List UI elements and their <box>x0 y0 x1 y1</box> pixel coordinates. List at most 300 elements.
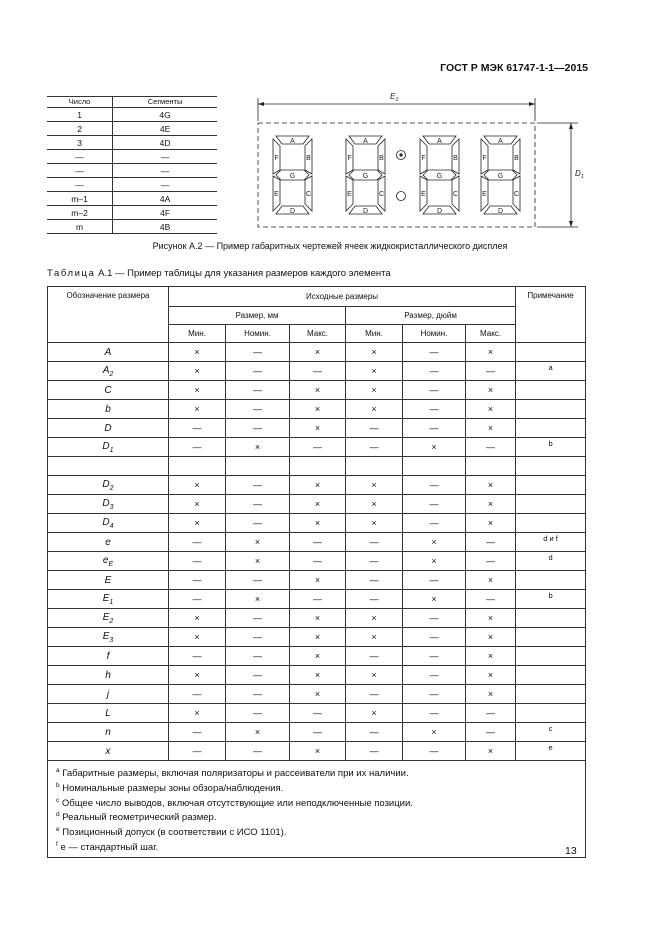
value-cell: × <box>346 514 403 533</box>
dimension-symbol: E <box>102 592 110 604</box>
footnote-mark: c <box>56 796 60 804</box>
value-cell: — <box>403 514 466 533</box>
value-cell: — <box>226 400 290 419</box>
segment-label: A <box>437 138 442 145</box>
value-cell: — <box>346 552 403 571</box>
segments-row <box>47 122 217 136</box>
display-outline <box>258 123 535 227</box>
value-cell: — <box>169 533 226 552</box>
footnote-text: Номинальные размеры зоны обзора/наблюдения. <box>59 782 284 794</box>
segments-row <box>47 150 217 164</box>
value-cell: — <box>226 742 290 761</box>
footnote-text: Реальный геометрический размер. <box>59 812 217 824</box>
footnote-text: Общее число выводов, включая отсутствующие или неподключенные позиции. <box>59 797 413 809</box>
value-cell: — <box>466 438 516 457</box>
dimension-subscript: 3 <box>109 636 114 644</box>
dimension-subscript: 3 <box>109 503 114 511</box>
value-cell: — <box>403 628 466 647</box>
value-cell: — <box>403 571 466 590</box>
note-cell: d <box>516 552 586 571</box>
note-cell: b <box>516 438 586 457</box>
dimension-cell <box>48 590 169 609</box>
value-cell: × <box>466 381 516 400</box>
dimension-symbol: D <box>102 516 110 528</box>
segments-segment-cell: 4D <box>113 136 217 150</box>
value-cell: × <box>169 495 226 514</box>
sub-min-mm: Мин. <box>169 325 226 343</box>
note-cell <box>516 343 586 362</box>
value-cell: × <box>290 400 346 419</box>
value-cell: × <box>290 628 346 647</box>
note-cell <box>516 514 586 533</box>
note-cell <box>516 609 586 628</box>
value-cell <box>466 457 516 476</box>
value-cell: × <box>169 666 226 685</box>
value-cell: — <box>466 552 516 571</box>
value-cell: — <box>403 343 466 362</box>
sub-max-inch: Макс. <box>466 325 516 343</box>
table-row <box>48 704 586 723</box>
value-cell: × <box>466 742 516 761</box>
value-cell: — <box>466 362 516 381</box>
value-cell: × <box>169 609 226 628</box>
segment-label: E <box>274 191 279 198</box>
segments-number-cell: — <box>47 178 113 192</box>
value-cell: × <box>346 666 403 685</box>
value-cell: — <box>403 647 466 666</box>
table-row <box>48 533 586 552</box>
value-cell: — <box>466 723 516 742</box>
value-cell: — <box>403 609 466 628</box>
segment-label: D <box>436 208 443 215</box>
value-cell: — <box>403 704 466 723</box>
segment-label: F <box>421 155 426 162</box>
footnote <box>56 839 579 854</box>
value-cell: × <box>290 343 346 362</box>
value-cell: — <box>226 419 290 438</box>
value-cell: — <box>226 571 290 590</box>
value-cell: — <box>290 552 346 571</box>
segment-label: F <box>274 155 279 162</box>
value-cell: × <box>466 571 516 590</box>
footnote <box>56 780 579 795</box>
dimension-cell <box>48 704 169 723</box>
value-cell: — <box>169 685 226 704</box>
segments-segment-cell: 4B <box>113 220 217 234</box>
footnote <box>56 765 579 780</box>
seven-segment-digit <box>346 136 385 215</box>
footnote-text: Позиционный допуск (в соответствии с ИСО 1101). <box>59 827 287 839</box>
segments-row <box>47 192 217 206</box>
dimension-cell <box>48 400 169 419</box>
note-cell <box>516 457 586 476</box>
note-cell <box>516 419 586 438</box>
table-row <box>48 685 586 704</box>
col-designation: Обозначение размера <box>48 287 169 343</box>
dimension-symbol: e <box>105 536 111 548</box>
segment-label: C <box>378 191 385 198</box>
note-cell <box>516 685 586 704</box>
value-cell: × <box>169 628 226 647</box>
segment-label: C <box>305 191 312 198</box>
arrowhead <box>569 123 573 129</box>
footnote-mark: e <box>56 826 60 833</box>
dimension-cell <box>48 438 169 457</box>
dimension-cell <box>48 647 169 666</box>
dimension-cell <box>48 495 169 514</box>
dimensions-table <box>47 286 586 858</box>
dimension-symbol: n <box>105 726 111 738</box>
note-cell <box>516 381 586 400</box>
sub-min-inch: Мин. <box>346 325 403 343</box>
table-row <box>48 571 586 590</box>
value-cell: — <box>403 400 466 419</box>
dimension-cell <box>48 609 169 628</box>
segments-row <box>47 178 217 192</box>
table-row <box>48 476 586 495</box>
value-cell: × <box>346 628 403 647</box>
arrowhead <box>258 102 264 106</box>
value-cell: — <box>346 590 403 609</box>
value-cell: × <box>403 533 466 552</box>
value-cell: × <box>403 590 466 609</box>
segment-label: G <box>436 173 443 180</box>
colon-dot-top-center <box>399 153 402 156</box>
segment-label: E <box>421 191 426 198</box>
sub-nom-inch: Номин. <box>403 325 466 343</box>
value-cell: × <box>346 400 403 419</box>
value-cell: — <box>169 742 226 761</box>
value-cell: × <box>290 571 346 590</box>
table-title-label: Таблица <box>47 268 96 279</box>
note-cell: b <box>516 590 586 609</box>
value-cell: × <box>466 666 516 685</box>
value-cell: — <box>403 381 466 400</box>
note-cell <box>516 476 586 495</box>
value-cell: × <box>290 476 346 495</box>
segment-label: A <box>363 138 368 145</box>
value-cell: × <box>346 495 403 514</box>
segments-col-segments: Сегменты <box>113 97 217 108</box>
value-cell: — <box>169 571 226 590</box>
value-cell: — <box>466 533 516 552</box>
value-cell: × <box>169 476 226 495</box>
value-cell <box>226 457 290 476</box>
footnote-text: Габаритные размеры, включая поляризаторы и рассеиватели при их наличии. <box>59 768 409 780</box>
segment-label: A <box>290 138 295 145</box>
value-cell: — <box>169 590 226 609</box>
value-cell <box>403 457 466 476</box>
segment-label: B <box>514 155 519 162</box>
label-e1-letter: E <box>390 92 396 101</box>
value-cell: — <box>290 438 346 457</box>
segments-segment-cell: — <box>113 150 217 164</box>
value-cell: — <box>403 666 466 685</box>
value-cell: — <box>169 647 226 666</box>
dimension-symbol: x <box>105 745 111 757</box>
label-e1 <box>390 92 398 103</box>
value-cell: — <box>290 704 346 723</box>
value-cell: — <box>226 628 290 647</box>
note-cell: d и f <box>516 533 586 552</box>
value-cell: × <box>169 343 226 362</box>
footnote-mark: d <box>56 811 60 819</box>
segments-row <box>47 136 217 150</box>
table-title <box>47 268 391 279</box>
segment-label: D <box>289 208 296 215</box>
value-cell: — <box>226 647 290 666</box>
note-cell <box>516 495 586 514</box>
dimension-symbol: j <box>106 688 110 700</box>
value-cell: × <box>346 476 403 495</box>
dimension-cell <box>48 457 169 476</box>
value-cell: × <box>290 495 346 514</box>
segments-row <box>47 108 217 122</box>
segments-segment-cell: 4F <box>113 206 217 220</box>
value-cell: × <box>466 400 516 419</box>
segment-label: C <box>513 191 520 198</box>
dimension-symbol: E <box>104 574 112 586</box>
value-cell: — <box>403 362 466 381</box>
value-cell <box>346 457 403 476</box>
value-cell: × <box>290 742 346 761</box>
value-cell: × <box>346 381 403 400</box>
segments-number-cell: 1 <box>47 108 113 122</box>
table-row <box>48 647 586 666</box>
dimension-symbol: b <box>105 403 111 415</box>
dimension-subscript: 1 <box>109 598 114 606</box>
note-cell <box>516 628 586 647</box>
sub-nom-mm: Номин. <box>226 325 290 343</box>
dimension-cell <box>48 571 169 590</box>
group-inch: Размер, дюйм <box>346 307 516 325</box>
value-cell: × <box>169 704 226 723</box>
table-row <box>48 495 586 514</box>
segment-label: G <box>497 173 504 180</box>
value-cell: — <box>346 571 403 590</box>
segments-segment-cell: — <box>113 164 217 178</box>
seven-segment-digit <box>481 136 520 215</box>
dimension-subscript: E <box>108 560 114 568</box>
value-cell: × <box>346 609 403 628</box>
value-cell <box>169 457 226 476</box>
sub-max-mm: Макс. <box>290 325 346 343</box>
dimension-symbol: h <box>105 669 111 681</box>
dimension-symbol: D <box>102 478 110 490</box>
footnote <box>56 795 579 810</box>
value-cell: × <box>346 362 403 381</box>
figure-caption: Рисунок А.2 — Пример габаритных чертежей ячеек жидкокристаллического дисплея <box>152 241 508 251</box>
segments-col-number: Число <box>47 97 113 108</box>
value-cell: × <box>466 495 516 514</box>
table-row <box>48 419 586 438</box>
note-cell: c <box>516 723 586 742</box>
dimension-symbol: L <box>105 707 111 719</box>
footnote-mark: b <box>56 781 60 789</box>
arrowhead <box>529 102 535 106</box>
value-cell: — <box>466 590 516 609</box>
segments-number-cell: m–1 <box>47 192 113 206</box>
dimension-subscript: 1 <box>109 446 114 454</box>
dimension-symbol: D <box>104 422 112 434</box>
table-row <box>48 742 586 761</box>
value-cell: — <box>226 495 290 514</box>
value-cell: × <box>466 685 516 704</box>
segment-label: G <box>289 173 296 180</box>
note-cell <box>516 400 586 419</box>
seven-segment-digit <box>273 136 312 215</box>
note-cell <box>516 647 586 666</box>
value-cell <box>290 457 346 476</box>
label-d1-sub: 1 <box>580 174 584 180</box>
value-cell: × <box>346 343 403 362</box>
table-row <box>48 438 586 457</box>
table-row <box>48 362 586 381</box>
value-cell: × <box>290 514 346 533</box>
footnote-mark: f <box>56 840 58 848</box>
value-cell: — <box>290 533 346 552</box>
value-cell: × <box>290 647 346 666</box>
value-cell: — <box>226 666 290 685</box>
value-cell: — <box>226 704 290 723</box>
dimension-cell <box>48 723 169 742</box>
value-cell: × <box>169 400 226 419</box>
segment-label: E <box>482 191 487 198</box>
table-row <box>48 628 586 647</box>
value-cell: × <box>466 647 516 666</box>
value-cell: — <box>226 362 290 381</box>
note-cell <box>516 666 586 685</box>
table-row <box>48 514 586 533</box>
dimension-cell <box>48 742 169 761</box>
segment-label: D <box>497 208 504 215</box>
value-cell: × <box>466 419 516 438</box>
value-cell: × <box>226 533 290 552</box>
lcd-outline-drawing <box>250 88 590 234</box>
value-cell: × <box>226 590 290 609</box>
value-cell: — <box>403 495 466 514</box>
value-cell: × <box>466 343 516 362</box>
value-cell: — <box>346 647 403 666</box>
document-header: ГОСТ Р МЭК 61747-1-1—2015 <box>440 62 588 74</box>
dimension-cell <box>48 552 169 571</box>
segments-row <box>47 164 217 178</box>
segments-number-cell: m–2 <box>47 206 113 220</box>
dimension-symbol: C <box>104 384 112 396</box>
segments-segment-cell: — <box>113 178 217 192</box>
segment-label: B <box>306 155 311 162</box>
arrowhead <box>569 221 573 227</box>
segments-number-cell: — <box>47 164 113 178</box>
value-cell: × <box>403 552 466 571</box>
label-d1 <box>575 169 584 180</box>
footnote-text: e — стандартный шаг. <box>57 841 159 853</box>
dimension-cell <box>48 362 169 381</box>
table-row <box>48 457 586 476</box>
value-cell: × <box>290 666 346 685</box>
col-note: Примечание <box>516 287 586 343</box>
segment-label: G <box>362 173 369 180</box>
value-cell: × <box>466 514 516 533</box>
value-cell: × <box>466 476 516 495</box>
value-cell: × <box>466 628 516 647</box>
footnote-mark: a <box>56 767 60 774</box>
colon-dot-bottom <box>397 192 406 201</box>
value-cell: — <box>169 419 226 438</box>
value-cell: — <box>226 609 290 628</box>
value-cell: — <box>346 723 403 742</box>
table-title-text: А.1 — Пример таблицы для указания размеров каждого элемента <box>95 268 391 279</box>
dimension-subscript: 2 <box>109 370 114 378</box>
value-cell: × <box>290 609 346 628</box>
group-mm: Размер, мм <box>169 307 346 325</box>
col-source-dimensions: Исходные размеры <box>169 287 516 307</box>
segments-table <box>47 96 217 234</box>
value-cell: — <box>226 514 290 533</box>
segments-number-cell: 2 <box>47 122 113 136</box>
dimension-symbol: f <box>106 650 110 662</box>
dimension-symbol: E <box>102 630 110 642</box>
dimension-symbol: A <box>102 364 110 376</box>
table-footnotes <box>48 761 586 858</box>
value-cell: — <box>346 533 403 552</box>
segments-segment-cell: 4G <box>113 108 217 122</box>
table-row <box>48 343 586 362</box>
value-cell: — <box>169 723 226 742</box>
segment-label: A <box>498 138 503 145</box>
segment-label: D <box>362 208 369 215</box>
segments-row <box>47 206 217 220</box>
segments-segment-cell: 4E <box>113 122 217 136</box>
dimension-symbol: D <box>102 440 110 452</box>
label-d1-letter: D <box>575 169 581 178</box>
dimension-cell <box>48 533 169 552</box>
value-cell: × <box>346 704 403 723</box>
note-cell <box>516 704 586 723</box>
note-cell: a <box>516 362 586 381</box>
table-row <box>48 723 586 742</box>
segment-label: B <box>379 155 384 162</box>
value-cell: — <box>346 438 403 457</box>
dimension-cell <box>48 476 169 495</box>
table-row <box>48 381 586 400</box>
table-row <box>48 666 586 685</box>
segments-number-cell: — <box>47 150 113 164</box>
value-cell: × <box>226 723 290 742</box>
segment-label: F <box>347 155 352 162</box>
dimension-subscript: 2 <box>109 484 114 492</box>
value-cell: × <box>169 514 226 533</box>
value-cell: — <box>403 476 466 495</box>
segment-label: E <box>347 191 352 198</box>
segments-number-cell: m <box>47 220 113 234</box>
segments-row <box>47 220 217 234</box>
page-number: 13 <box>565 845 577 857</box>
table-row <box>48 609 586 628</box>
segment-label: B <box>453 155 458 162</box>
dimension-subscript: 2 <box>109 617 114 625</box>
value-cell: — <box>346 685 403 704</box>
label-e1-sub: 1 <box>395 97 399 103</box>
footnote <box>56 809 579 824</box>
dimension-cell <box>48 419 169 438</box>
value-cell: — <box>466 704 516 723</box>
dimension-cell <box>48 685 169 704</box>
value-cell: — <box>403 742 466 761</box>
table-row <box>48 400 586 419</box>
segments-number-cell: 3 <box>47 136 113 150</box>
dimension-cell <box>48 628 169 647</box>
